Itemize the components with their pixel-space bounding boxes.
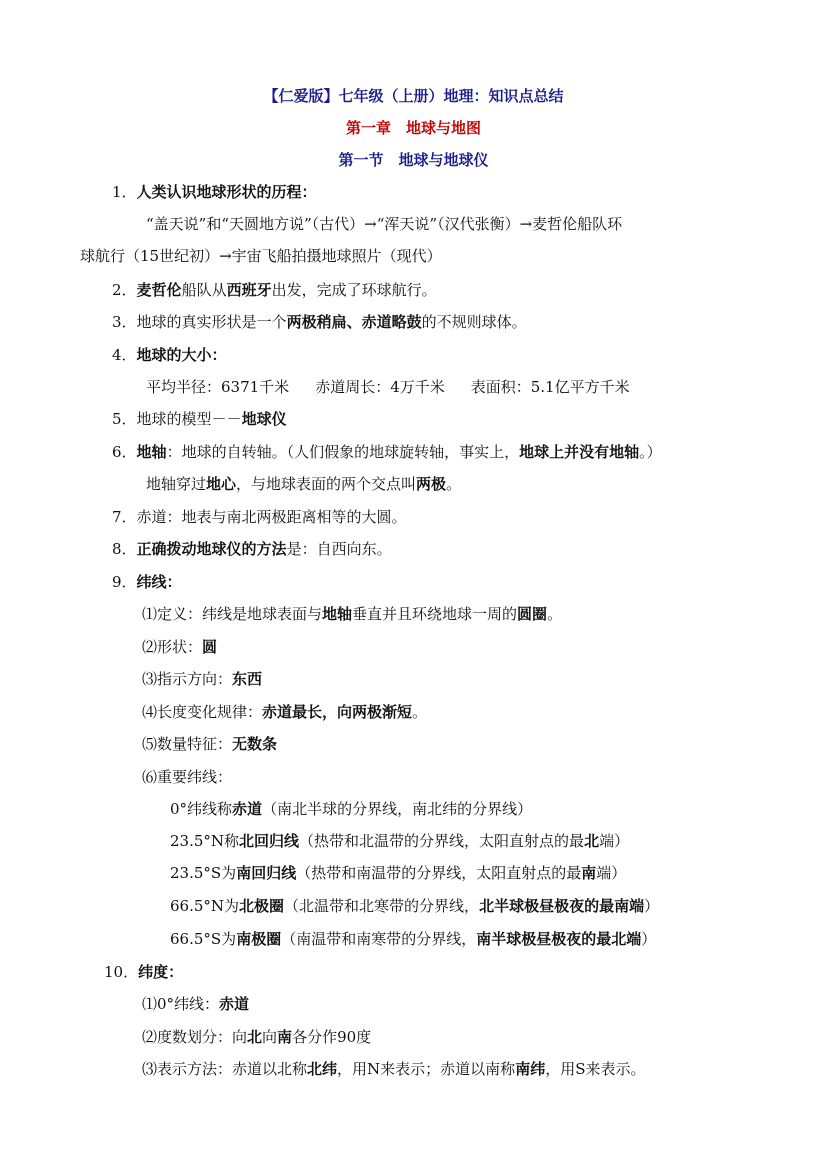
emphasis: 北纬	[307, 1060, 338, 1078]
text: 。	[412, 703, 428, 721]
emphasis: 南半球极昼极夜的最北端	[476, 930, 642, 948]
text: ⑵度数划分：向	[142, 1028, 248, 1046]
emphasis: 无数条	[232, 735, 278, 753]
text: ，用	[545, 1060, 576, 1078]
text: ⑷长度变化规律：	[142, 703, 263, 721]
item-10	[104, 962, 183, 982]
surface-area: 表面积：5.1亿平方千米	[470, 378, 630, 396]
parallel-23-5-s	[170, 863, 626, 883]
emphasis: 北	[247, 1028, 263, 1046]
emphasis: 麦哲伦	[136, 281, 182, 299]
text: 出发，完成了环球航行。	[271, 281, 437, 299]
item-1-description-line1: “盖天说”和“天圆地方说”（古代）→“浑天说”（汉代张衡）→麦哲伦船队环	[146, 215, 623, 233]
emphasis: 赤道	[219, 995, 250, 1013]
text: 度	[356, 1028, 372, 1046]
item-6	[112, 442, 662, 462]
item-9-important-parallels: ⑹重要纬线：	[142, 768, 233, 786]
item-10-notation	[142, 1059, 646, 1079]
emphasis: 圆圈	[517, 605, 548, 623]
emphasis: 地轴	[136, 443, 167, 461]
item-number: 10．	[104, 963, 139, 981]
text: ⑴0°纬线：	[142, 995, 220, 1013]
emphasis: 赤道	[232, 800, 263, 818]
section-heading: 第一节 地球与地球仪	[338, 151, 489, 169]
text: 船队从	[181, 281, 227, 299]
text: 地球的模型－－	[136, 410, 242, 428]
item-label: 纬度：	[138, 963, 184, 981]
text: ）	[644, 897, 660, 915]
text: 66.5°S为	[170, 930, 237, 948]
text: ：地球的自转轴。（人们假象的地球旋转轴，事实上，	[166, 443, 520, 461]
text: 0°纬线称	[170, 800, 233, 818]
emphasis: 南	[581, 864, 597, 882]
average-radius: 平均半径：6371千米	[146, 378, 290, 396]
emphasis: 地轴	[322, 605, 353, 623]
item-1-description-line2: 球航行（15世纪初）→宇宙飞船拍摄地球照片（现代）	[80, 247, 442, 265]
emphasis: 南回归线	[236, 864, 297, 882]
item-5	[112, 409, 287, 429]
parallel-0	[170, 799, 532, 819]
text: 各分作	[292, 1028, 338, 1046]
item-number: 8．	[112, 540, 137, 558]
text: 。	[446, 475, 462, 493]
emphasis: 赤道最长，向两极渐短	[262, 703, 413, 721]
emphasis: 北半球极昼极夜的最南端	[479, 897, 645, 915]
chapter-heading: 第一章 地球与地图	[345, 119, 481, 137]
item-9-shape	[142, 637, 217, 657]
text: ，与地球表面的两个交点叫	[236, 475, 417, 493]
text: ⑸数量特征：	[142, 735, 233, 753]
item-number: 5．	[112, 410, 137, 428]
item-label: 纬线：	[136, 573, 182, 591]
text: ⑵形状：	[142, 638, 203, 656]
item-9	[112, 572, 182, 592]
item-number: 9．	[112, 573, 137, 591]
emphasis: 西班牙	[226, 281, 272, 299]
text: 。）	[639, 443, 662, 461]
text: 66.5°N为	[170, 897, 240, 915]
emphasis: 南极圈	[236, 930, 282, 948]
text: 。	[547, 605, 563, 623]
text: （热带和南温带的分界线，太阳直射点的最	[296, 864, 582, 882]
document-title	[0, 86, 827, 106]
item-4-sizes	[146, 377, 630, 397]
text: ，用	[337, 1060, 368, 1078]
item-label: 人类认识地球形状的历程：	[136, 183, 317, 201]
emphasis: 地球仪	[241, 410, 287, 428]
emphasis: 圆	[202, 638, 218, 656]
item-number: 3．	[112, 313, 137, 331]
item-6-sub	[146, 474, 461, 494]
item-number: 6．	[112, 443, 137, 461]
text: （南北半球的分界线，南北纬的分界线）	[262, 800, 533, 818]
text: 赤道：地表与南北两极距离相等的大圆。	[136, 508, 407, 526]
item-number: 1．	[112, 183, 137, 201]
item-number: 7．	[112, 508, 137, 526]
parallel-23-5-n	[170, 831, 629, 851]
emphasis: 地心	[206, 475, 237, 493]
emphasis: 南	[277, 1028, 293, 1046]
text: 23.5°S为	[170, 864, 237, 882]
item-7	[112, 507, 407, 527]
emphasis: 地球上并没有地轴	[519, 443, 640, 461]
emphasis: 北极圈	[239, 897, 285, 915]
text: （热带和北温带的分界线，太阳直射点的最	[299, 832, 585, 850]
text: （南温带和南寒带的分界线，	[281, 930, 477, 948]
text: 来表示；赤道以南称	[380, 1060, 516, 1078]
equator-circumference: 赤道周长：4万千米	[315, 378, 445, 396]
emphasis: 两极稍扁、赤道略鼓	[286, 313, 422, 331]
item-4	[112, 345, 227, 365]
letter-s: S	[575, 1060, 586, 1078]
emphasis: 东西	[232, 670, 263, 688]
text: 是：自西向东。	[286, 540, 392, 558]
text: 23.5°N称	[170, 832, 240, 850]
text: ）	[641, 930, 657, 948]
item-3	[112, 312, 527, 332]
text: 来表示。	[585, 1060, 646, 1078]
item-label: 地球的大小：	[136, 346, 227, 364]
text: （北温带和北寒带的分界线，	[284, 897, 480, 915]
emphasis: 正确拨动地球仪的方法	[136, 540, 287, 558]
text: 地轴穿过	[146, 475, 207, 493]
item-1	[112, 182, 317, 202]
text: ⑶指示方向：	[142, 670, 233, 688]
parallel-66-5-n	[170, 896, 659, 916]
emphasis: 两极	[416, 475, 447, 493]
item-9-quantity	[142, 734, 277, 754]
item-10-zero-parallel	[142, 994, 249, 1014]
text: 端）	[599, 832, 630, 850]
item-2	[112, 280, 437, 300]
emphasis: 北回归线	[239, 832, 300, 850]
edition-tag: 【仁爱版】	[263, 87, 339, 105]
item-9-length-rule	[142, 702, 427, 722]
item-10-degree-division	[142, 1027, 371, 1047]
text: 的不规则球体。	[421, 313, 527, 331]
item-9-direction	[142, 669, 262, 689]
parallel-66-5-s	[170, 929, 656, 949]
item-9-definition	[142, 604, 562, 624]
text: 垂直并且环绕地球一周的	[352, 605, 518, 623]
item-number: 2．	[112, 281, 137, 299]
emphasis: 北	[584, 832, 600, 850]
number: 90	[337, 1028, 357, 1046]
item-8	[112, 539, 392, 559]
letter-n: N	[367, 1060, 381, 1078]
text: ⑶表示方法：赤道以北称	[142, 1060, 308, 1078]
text: 地球的真实形状是一个	[136, 313, 287, 331]
emphasis: 南纬	[515, 1060, 546, 1078]
text: ⑴定义：纬线是地球表面与	[142, 605, 323, 623]
text: 向	[262, 1028, 278, 1046]
text: 端）	[596, 864, 627, 882]
item-number: 4．	[112, 346, 137, 364]
title-text: 七年级（上册）地理：知识点总结	[338, 87, 564, 105]
